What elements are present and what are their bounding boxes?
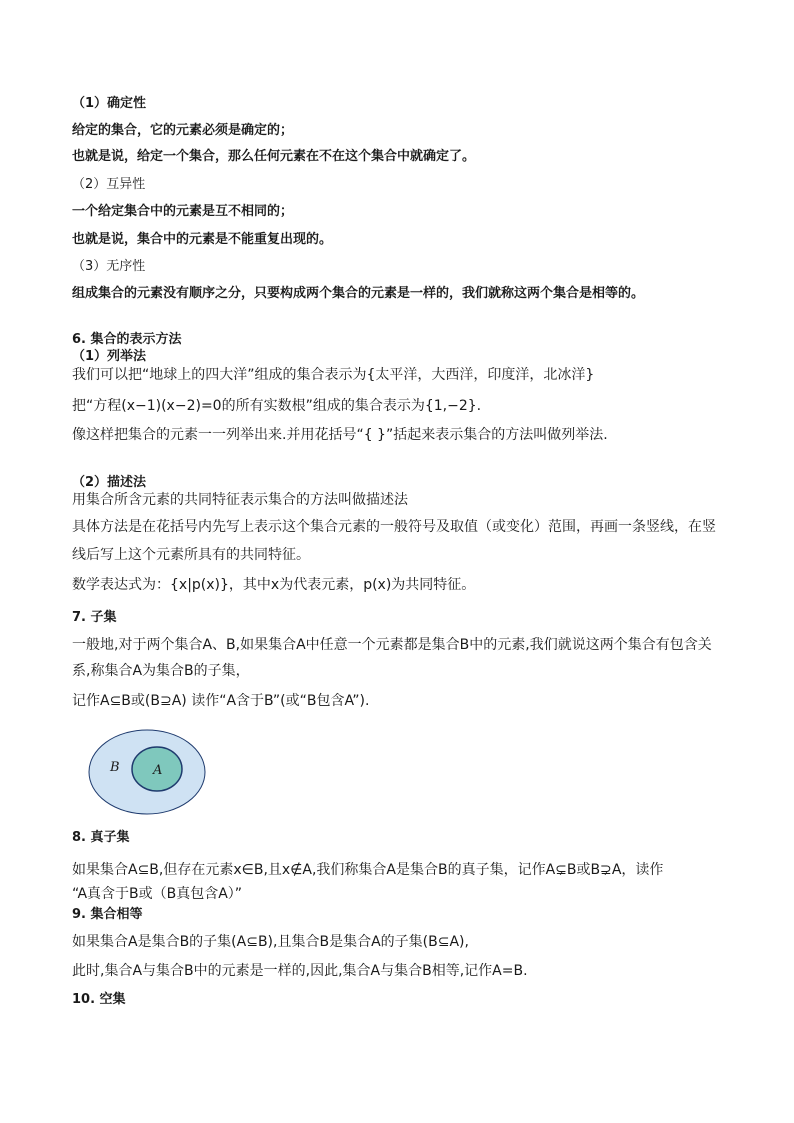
subheading-enumeration: （1）列举法 [72,349,147,364]
text-line: 此时,集合A与集合B中的元素是一样的,因此,集合A与集合B相等,记作A=B. [72,963,528,979]
subheading-description: （2）描述法 [72,475,147,490]
text-line: 系,称集合A为集合B的子集， [72,663,250,679]
section-heading-6: 6. 集合的表示方法 [72,332,182,347]
text-line: 如果集合A⊆B,但存在元素x∈B,且x∉A,我们称集合A是集合B的真子集，记作A⊊B或B⊋A，读作 [72,862,664,878]
section-heading-9: 9. 集合相等 [72,907,143,922]
text-line: 用集合所含元素的共同特征表示集合的方法叫做描述法 [72,492,408,508]
text-line: 也就是说，给定一个集合，那么任何元素在不在这个集合中就确定了。 [72,149,476,164]
section-heading-8: 8. 真子集 [72,830,130,845]
text-line: 线后写上这个元素所具有的共同特征。 [72,547,310,563]
formula-line: 数学表达式为：{x|p(x)}，其中x为代表元素，p(x)为共同特征。 [72,577,476,593]
text-line: 组成集合的元素没有顺序之分，只要构成两个集合的元素是一样的，我们就称这两个集合是相等的。 [72,286,645,301]
section-heading-10: 10. 空集 [72,992,126,1007]
text-line: 给定的集合，它的元素必须是确定的； [72,123,294,138]
venn-label-b: B [110,760,120,775]
text-line: 我们可以把“地球上的四大洋”组成的集合表示为{太平洋，大西洋，印度洋，北冰洋} [72,367,595,383]
venn-label-a: A [153,763,163,778]
text-line: 一个给定集合中的元素是互不相同的； [72,204,294,219]
heading-determinacy: （1）确定性 [72,96,147,111]
text-line: 具体方法是在花括号内先写上表示这个集合元素的一般符号及取值（或变化）范围，再画一条竖线，在竖 [72,519,716,535]
text-line: 像这样把集合的元素一一列举出来.并用花括号“{ }”括起来表示集合的方法叫做列举法. [72,427,608,443]
heading-unordered: （3）无序性 [72,259,146,274]
heading-distinctness: （2）互异性 [72,177,146,192]
section-heading-7: 7. 子集 [72,610,117,625]
text-line: 把“方程(x−1)(x−2)=0的所有实数根”组成的集合表示为{1,−2}. [72,398,482,414]
formula-line: 记作A⊆B或(B⊇A) 读作“A含于B”(或“B包含A”). [72,693,370,709]
text-line: “A真含于B或（B真包含A）” [72,886,243,902]
venn-diagram [88,729,208,819]
text-line: 如果集合A是集合B的子集(A⊆B),且集合B是集合A的子集(B⊆A), [72,934,469,950]
text-line: 也就是说，集合中的元素是不能重复出现的。 [72,232,333,247]
text-line: 一般地,对于两个集合A、B,如果集合A中任意一个元素都是集合B中的元素,我们就说这两个集合有包含关 [72,637,712,653]
